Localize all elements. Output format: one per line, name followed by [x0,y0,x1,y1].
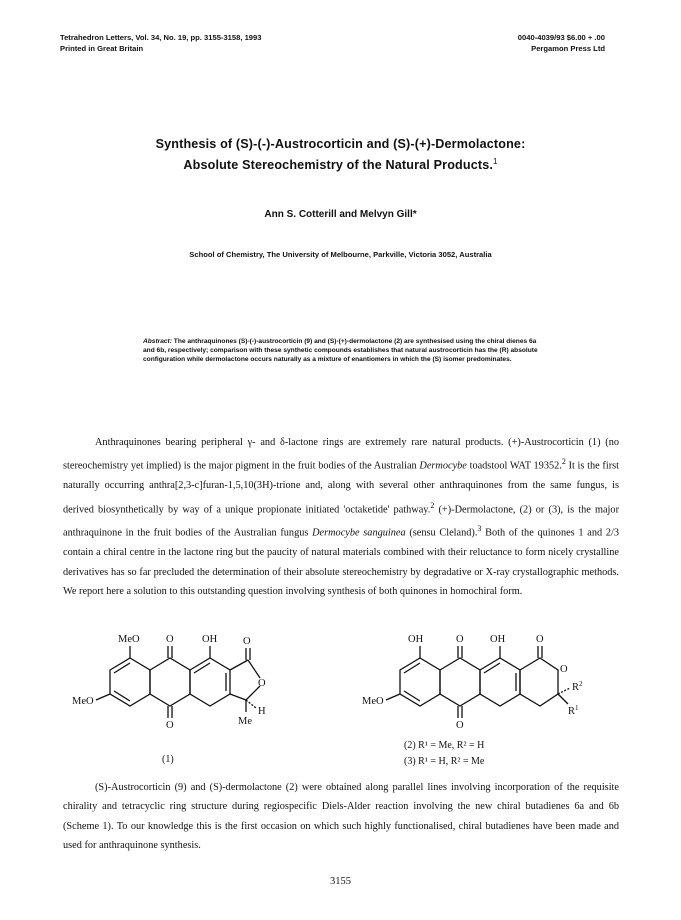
s2-r1: $R^1$ [568,704,579,717]
s1-o-bottom: O [166,720,174,731]
s2-oh2: OH [490,634,506,645]
printed-in: Printed in Great Britain [60,44,144,53]
journal-header-left [60,32,261,54]
s2-r2: $R^2$ [572,680,583,693]
body-paragraph-1: Anthraquinones bearing peripheral γ- and δ-lactone rings are extremely rare natural products. (+)-Austrocorticin (1) (no stereochemistry yet implied) is the major pigment in the fruit bodies of the Australian Dermocybe toadstool WAT 19352.$^2$ It is the first naturally occurring anthra[2,3-c]furan-1,5,10(3H)-trione and, along with several other anthraquinones from the same fungus, is derived biosynthetically by way of a unique propionate initiated 'octaketide' pathway.$^2$ (+)-Dermolactone, (2) or (3), is the major anthraquinone in the fruit bodies of the Australian fungus Dermocybe sanguinea (sensu Cleland).$^3$ Both of the quinones 1 and 2/3 contain a chiral centre in the lactone ring but the paucity of natural materials combined with their reluctance to form nicely crystalline derivatives has so far precluded the determination of their absolute stereochemistry by degradative or X-ray crystallographic methods. We report here a solution to this outstanding question involving synthesis of both quinones in homochiral form. [63,437,620,598]
abstract-label: Abstract: [143,338,172,345]
s1-o-ring: O [258,678,266,689]
paper-title [60,136,621,174]
page-number: 3155 [330,876,351,887]
s1-o-carbonyl: O [243,636,251,647]
s1-caption: (1) [162,754,174,765]
s1-me: Me [238,716,252,727]
s1-meo-left: MeO [72,696,94,707]
authors: Ann S. Cotterill and Melvyn Gill* [264,209,417,220]
structure-2-skeleton [386,646,570,718]
s1-h: H [258,706,266,717]
title-line-1: Synthesis of (S)-(-)-Austrocorticin and (S)-(+)-Dermolactone: [155,137,526,151]
abstract-text: The anthraquinones (S)-(-)-austrocorticin (9) and (S)-(+)-dermolactone (2) are synthesised using the chiral dienes 6a and 6b, respectively; comparison with these synthetic compounds establishes that natural austrocorticin has the (R) absolute configuration while dermolactone occurs naturally as a mixture of enantiomers in which the (S) isomer predominates. [143,338,538,364]
s1-meo-top: MeO [118,634,140,645]
s2-o-bottom: O [456,720,464,731]
abstract [143,337,543,365]
structure-1-skeleton [96,646,260,718]
affiliation: School of Chemistry, The University of Melbourne, Parkville, Victoria 3052, Australia [189,250,492,259]
s2-o-ring: O [560,664,568,675]
s2-meo: MeO [362,696,384,707]
species-name: Dermocybe sanguinea [312,527,406,539]
ref-3: 3 [477,524,482,534]
title-footnote-mark: 1 [493,157,498,166]
issn-price: 0040-4039/93 $6.00 + .00 [517,33,605,42]
ref-2b: 2 [430,500,435,510]
journal-citation: Tetrahedron Letters, Vol. 34, No. 19, pp. 3155-3158, 1993 [60,33,262,42]
journal-header-right [518,32,605,54]
body-paragraph-2: (S)-Austrocorticin (9) and (S)-dermolactone (2) were obtained along parallel lines involving incorporation of the requisite chirality and tetracyclic ring structure during regiospecific Diels-Alder reaction involving the new chiral butadienes 6a and 6b (Scheme 1). To our knowledge this is the first occasion on which such highly functionalised, chiral butadienes have been made and used for anthraquinone synthesis. [63,782,619,852]
s2-caption: (2) R¹ = Me, R² = H [404,740,485,751]
s2-o1: O [456,634,464,645]
s1-oh: OH [202,634,218,645]
genus-name: Dermocybe [419,460,467,472]
s2-oh1: OH [408,634,424,645]
s3-caption: (3) R¹ = H, R² = Me [404,756,485,767]
s2-o2: O [536,634,544,645]
s1-o-top: O [166,634,174,645]
chemical-structures [70,630,630,770]
title-line-2: Absolute Stereochemistry of the Natural Products.$^1$ [183,157,498,173]
ref-2a: 2 [561,457,566,467]
publisher: Pergamon Press Ltd [531,44,605,53]
